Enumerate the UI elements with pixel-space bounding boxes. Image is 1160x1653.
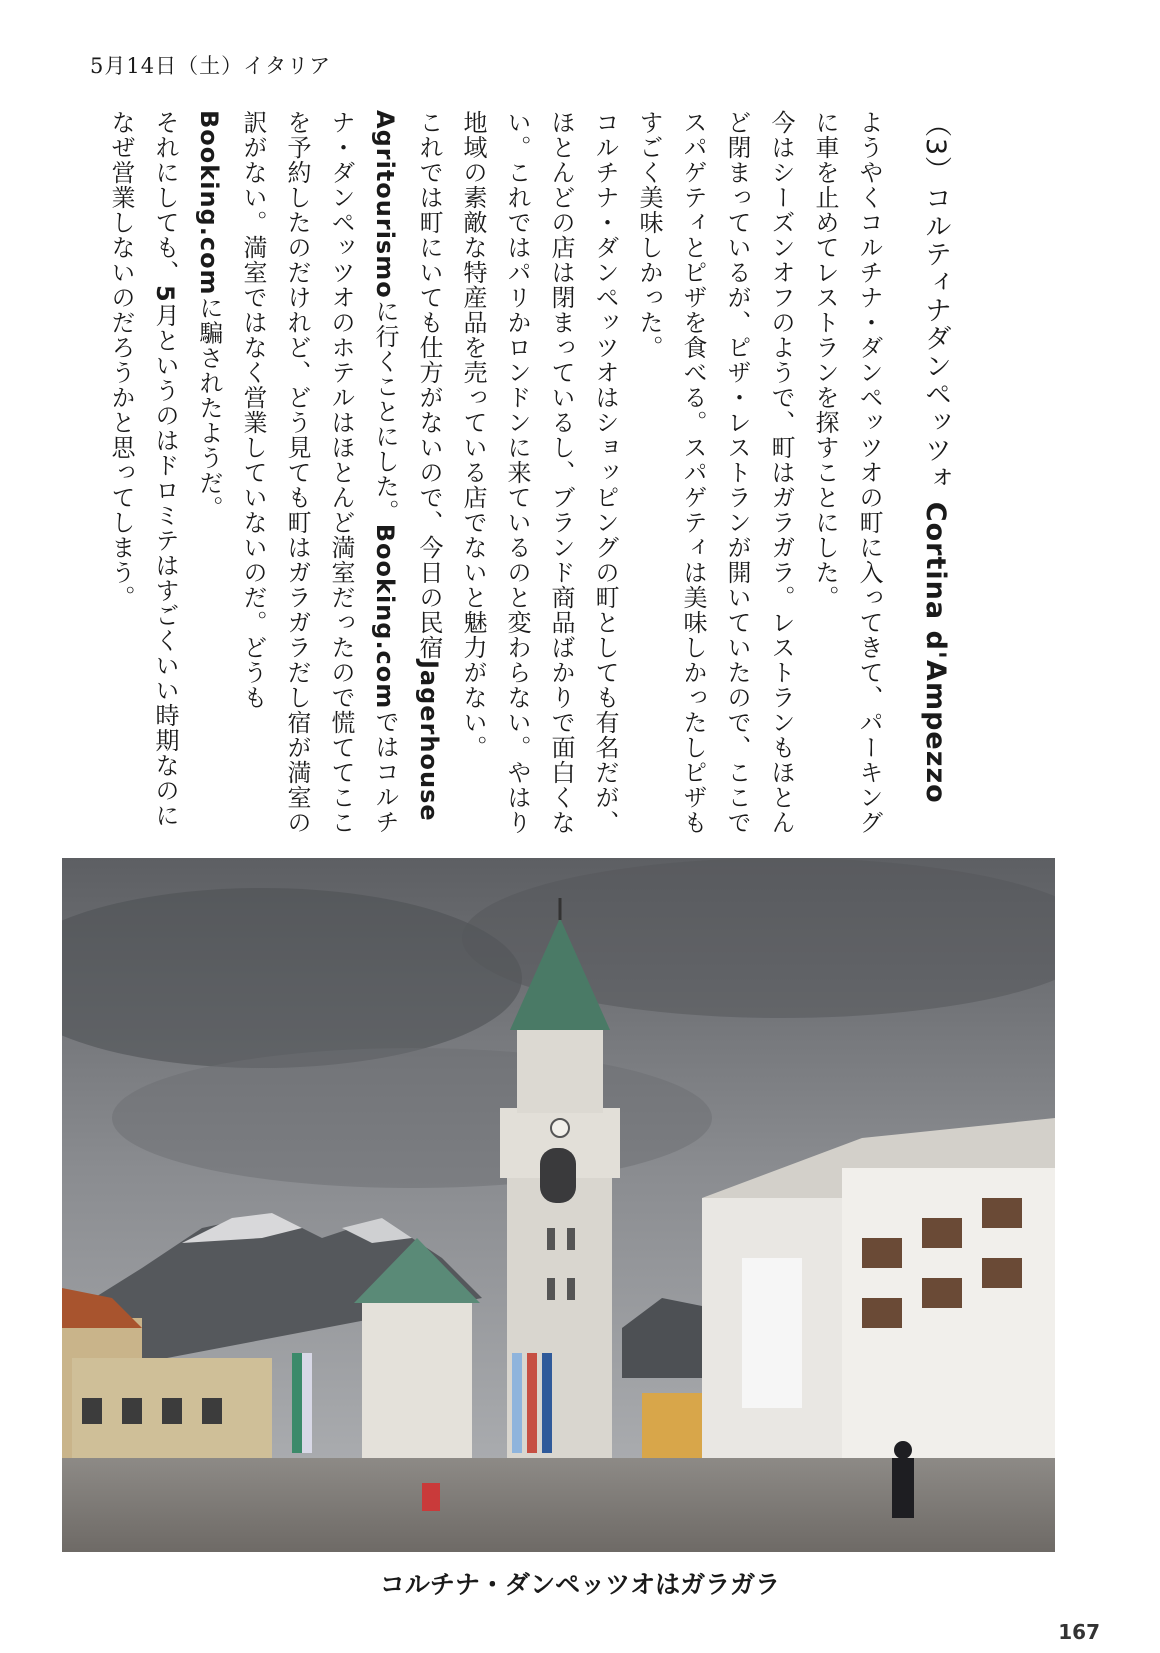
paragraph-4-part2: に行くことにした。	[371, 298, 399, 524]
page-header-date: 5月14日（土）イタリア	[90, 54, 332, 78]
paragraph-4-part4: に騙されたようだ。	[195, 295, 223, 521]
paragraph-5-part1: それにしても、	[151, 110, 179, 285]
section-title	[905, 110, 965, 850]
page-number: 167	[1058, 1620, 1100, 1644]
month-number: 5	[151, 285, 179, 303]
vertical-text-body	[99, 110, 965, 850]
paragraph-1: ようやくコルチナ・ダンペッツオの町に入ってきて、パーキングに車を止めてレストランを探すことにした。	[811, 110, 883, 835]
booking-site-name-2: Booking.com	[195, 110, 223, 296]
paragraph-4	[187, 110, 451, 850]
paragraph-2: 今はシーズンオフのようで、町はガラガラ。レストランもほとんど閉まっているが、ピザ・レストランが開いていたので、ここでスパゲティとピザを食べる。スパゲティは美味しかったしピザもすごく美味しかった。	[635, 110, 795, 835]
paragraph-4-part3: ではコルチナ・ダンペッツオのホテルはほとんど満室だったので慌ててここを予約したのだけれど、どう見ても町はガラガラだし宿が満室の訳がない。満室ではなく営業していないのだ。どうも	[239, 110, 399, 835]
lodging-name: Jagerhouse Agritourismo	[371, 110, 443, 822]
photo-caption: コルチナ・ダンペッツオはガラガラ	[379, 1570, 781, 1599]
town-square-photo	[62, 858, 1055, 1552]
booking-site-name: Booking.com	[371, 523, 399, 710]
section-title-latin: Cortina d'Ampezzo	[920, 501, 951, 804]
paragraph-3: コルチナ・ダンペッツオはショッピングの町としても有名だが、ほとんどの店は閉まっているし、ブランド商品ばかりで面白くない。これではパリかロンドンに来ているのと変わらない。やはり地域の素敵な特産品を売っている店でないと魅力がない。	[459, 110, 619, 835]
paragraph-5-part2: 月というのはドロミテはすごくいい時期なのになぜ営業しないのだろうかと思ってしまう。	[107, 110, 179, 828]
paragraph-5	[99, 110, 187, 850]
section-title-jp: （3）コルティナダンペッツォ	[920, 110, 951, 493]
paragraph-4-part1: これでは町にいても仕方がないので、今日の民宿	[415, 110, 443, 660]
